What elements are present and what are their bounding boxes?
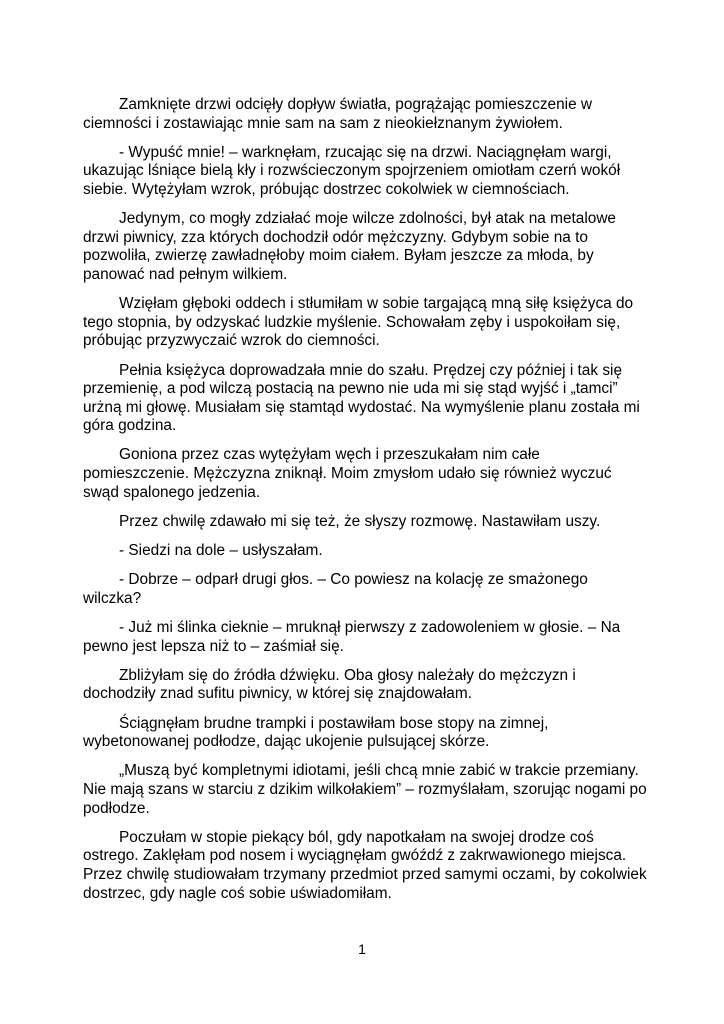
paragraph: Poczułam w stopie piekący ból, gdy napotkałam na swojej drodze coś ostrego. Zaklęłam pod nosem i wyciągnęłam gwóźdź z zakrwawionego miejsca. Przez chwilę studiowałam trzymany przedmiot przed samymi oczami, by cokolwiek dostrzec, gdy nagle coś sobie uświadomiłam. bbox=[83, 828, 647, 902]
paragraph: Zbliżyłam się do źródła dźwięku. Oba głosy należały do mężczyzn i dochodziły znad sufitu piwnicy, w której się znajdowałam. bbox=[83, 666, 576, 703]
paragraph: Goniona przez czas wytężyłam węch i przeszukałam nim całe pomieszczenie. Mężczyzna zniknął. Moim zmysłom udało się również wyczuć swąd spalonego jedzenia. bbox=[83, 446, 612, 501]
paragraph: - Wypuść mnie! – warknęłam, rzucając się na drzwi. Naciągnęłam wargi, ukazując lśniące bielą kły i rozwścieczonym spojrzeniem omiotłam czerń wokół siebie. Wytężyłam wzrok, próbując dostrzec cokolwiek w ciemnościach. bbox=[83, 143, 621, 198]
paragraph: Przez chwilę zdawało mi się też, że słyszy rozmowę. Nastawiłam uszy. bbox=[119, 512, 601, 530]
paragraph: - Siedzi na dole – usłyszałam. bbox=[119, 542, 323, 560]
paragraph: Pełnia księżyca doprowadzała mnie do szału. Prędzej czy później i tak się przemienię, a pod wilczą postacią na pewno nie uda mi się stąd wyjść i „tamci” urżną mi głowę. Musiałam się stamtąd wydostać. Na wymyślenie planu została mi góra godzina. bbox=[83, 361, 640, 435]
paragraph: Wzięłam głęboki oddech i stłumiłam w sobie targającą mną siłę księżyca do tego stopnia, by odzyskać ludzkie myślenie. Schowałam zęby i uspokoiłam się, próbując przyzwyczaić wzrok do ciemności. bbox=[83, 295, 634, 350]
paragraph: - Dobrze – odparł drugi głos. – Co powiesz na kolację ze smażonego wilczka? bbox=[83, 571, 588, 607]
paragraph: „Muszą być kompletnymi idiotami, jeśli chcą mnie zabić w trakcie przemiany. Nie mają szans w starciu z dzikim wilkołakiem” – rozmyślałam, szorując nogami po podłodze. bbox=[83, 762, 647, 817]
page-number: 1 bbox=[358, 941, 366, 957]
paragraph: - Już mi ślinka cieknie – mruknął pierwszy z zadowoleniem w głosie. – Na pewno jest lepsza niż to – zaśmiał się. bbox=[83, 619, 621, 655]
page-body bbox=[83, 96, 650, 914]
paragraph: Jedynym, co mogły zdziałać moje wilcze zdolności, był atak na metalowe drzwi piwnicy, zza których dochodził odór mężczyzny. Gdybym sobie na to pozwoliła, zwierzę zawładnęłoby moim ciałem. Byłam jeszcze za młoda, by panować nad pełnym wilkiem. bbox=[83, 210, 616, 283]
paragraph: Ściągnęłam brudne trampki i postawiłam bose stopy na zimnej, wybetonowanej podłodze, dając ukojenie pulsującej skórze. bbox=[83, 714, 549, 751]
paragraph: Zamknięte drzwi odcięły dopływ światła, pogrążając pomieszczenie w ciemności i zostawiając mnie sam na sam z nieokiełznanym żywiołem. bbox=[83, 96, 593, 132]
